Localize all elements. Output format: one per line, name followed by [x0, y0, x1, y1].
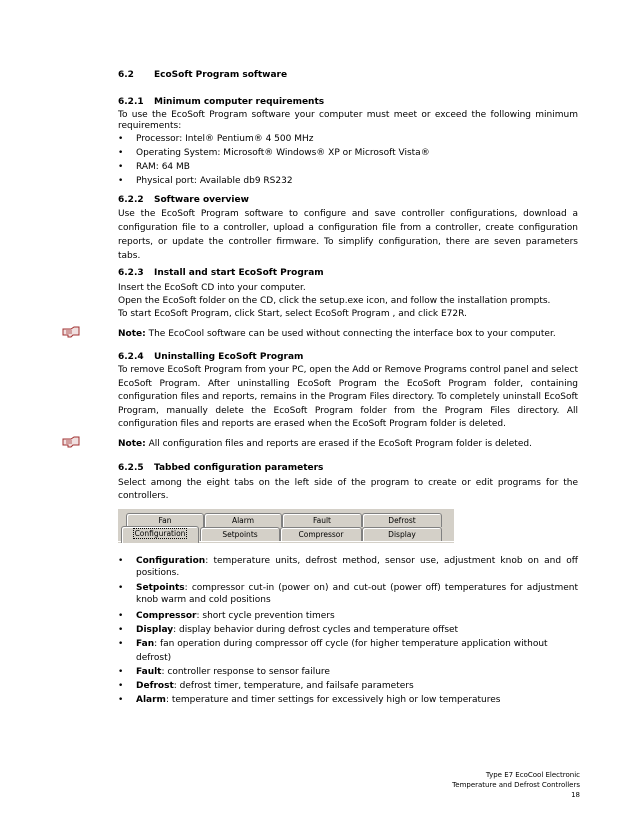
- desc: : defrost timer, temperature, and failsafe parameters: [173, 681, 414, 691]
- tabs-intro: Select among the eight tabs on the left side of the program to create or edit programs for the controllers.: [118, 478, 578, 501]
- install-steps: [118, 282, 588, 321]
- section-6-2-1-heading: [118, 97, 324, 107]
- heading-title: Install and start EcoSoft Program: [154, 268, 324, 278]
- list-item: [118, 609, 578, 623]
- heading-number: 6.2.2: [118, 195, 144, 205]
- section-6-2-5-heading: [118, 463, 323, 473]
- list-item: [118, 637, 578, 665]
- note-uninstall: [118, 437, 588, 451]
- term: Alarm: [136, 695, 166, 705]
- heading-title: Minimum computer requirements: [154, 97, 325, 107]
- list-item: [118, 623, 578, 637]
- term: Defrost: [136, 681, 174, 691]
- pointing-hand-icon: [62, 326, 82, 338]
- list-item: [118, 582, 578, 606]
- tab-display[interactable]: Display: [362, 527, 442, 541]
- note-text: The EcoCool software can be used without connecting the interface box to your computer.: [145, 329, 556, 339]
- heading-title: EcoSoft Program software: [154, 70, 288, 80]
- uninstall-text: To remove EcoSoft Program from your PC, open the Add or Remove Programs control panel and select EcoSoft Program. After uninstalling EcoSoft Program the EcoSoft Program folder, containing configuration files and reports, remains in the Program Files directory. To completely uninstall EcoSoft Program, manually delete the EcoSoft Program folder from the Program Files directory. All configuration files and reports are erased when the EcoSoft Program folder is deleted.: [118, 365, 578, 430]
- heading-number: 6.2.3: [118, 268, 144, 278]
- list-item: • Operating System: Microsoft® Windows® XP or Microsoft Vista®: [118, 146, 578, 160]
- term: Compressor: [136, 611, 197, 621]
- pointing-hand-icon: [62, 436, 82, 448]
- tab-setpoints[interactable]: Setpoints: [200, 527, 280, 541]
- desc: : display behavior during defrost cycles and temperature offset: [173, 625, 459, 635]
- note-text: All configuration files and reports are erased if the EcoSoft Program folder is deleted.: [145, 439, 532, 449]
- list-item: [118, 555, 578, 579]
- footer-line: Type E7 EcoCool Electronic: [485, 771, 580, 779]
- tab-control: [118, 509, 454, 543]
- tab-label: Configuration: [134, 529, 186, 538]
- note-install: [118, 327, 588, 341]
- heading-title: Uninstalling EcoSoft Program: [154, 352, 304, 362]
- list-item: • Processor: Intel® Pentium® 4 500 MHz: [118, 132, 578, 146]
- footer-line: Temperature and Defrost Controllers: [452, 781, 580, 789]
- term: Setpoints: [136, 583, 185, 593]
- note-label: Note:: [118, 439, 146, 449]
- footer: [452, 770, 580, 800]
- heading-number: 6.2.1: [118, 97, 144, 107]
- note-label: Note:: [118, 329, 146, 339]
- page-number: 18: [571, 791, 580, 799]
- desc: : fan operation during compressor off cycle (for higher temperature application without defrost): [136, 639, 548, 663]
- list-item: [118, 679, 578, 693]
- requirements-list: [118, 132, 578, 188]
- list-item: • RAM: 64 MB: [118, 160, 578, 174]
- section-6-2-heading: [118, 70, 287, 80]
- tab-alarm[interactable]: Alarm: [204, 513, 282, 527]
- software-overview-text: Use the EcoSoft Program software to configure and save controller configurations, download a configuration file to a controller, upload a configuration file from a controller, create configuration reports, or update the controller firmware. To simplify configuration, there are seven parameters tabs.: [118, 209, 578, 261]
- tab-fault[interactable]: Fault: [282, 513, 362, 527]
- desc: : temperature and timer settings for excessively high or low temperatures: [165, 695, 501, 705]
- tab-defrost[interactable]: Defrost: [362, 513, 442, 527]
- heading-number: 6.2.4: [118, 352, 144, 362]
- requirements-intro: To use the EcoSoft Program software your computer must meet or exceed the following minimum requirements:: [118, 110, 578, 131]
- desc: : controller response to sensor failure: [161, 667, 330, 677]
- term: Configuration: [136, 556, 206, 566]
- heading-title: Tabbed configuration parameters: [154, 463, 324, 473]
- list-item: [118, 665, 578, 679]
- install-step: Insert the EcoSoft CD into your computer.: [118, 283, 306, 293]
- list-item: • Physical port: Available db9 RS232: [118, 174, 578, 188]
- section-6-2-2-heading: [118, 195, 249, 205]
- desc: : temperature units, defrost method, sensor use, adjustment knob on and off positions.: [136, 556, 578, 578]
- heading-number: 6.2.5: [118, 463, 144, 473]
- term: Display: [136, 625, 174, 635]
- parameters-list: [118, 555, 578, 707]
- list-item: [118, 693, 578, 707]
- section-6-2-3-heading: [118, 268, 324, 278]
- section-6-2-4-heading: [118, 352, 303, 362]
- tab-configuration[interactable]: [121, 526, 199, 543]
- install-step: To start EcoSoft Program, click Start, select EcoSoft Program , and click E72R.: [118, 309, 467, 319]
- heading-title: Software overview: [154, 195, 249, 205]
- desc: : compressor cut-in (power on) and cut-out (power off) temperatures for adjustment knob warm and cold positions: [136, 583, 578, 605]
- desc: : short cycle prevention timers: [196, 611, 335, 621]
- install-step: Open the EcoSoft folder on the CD, click the setup.exe icon, and follow the installation prompts.: [118, 296, 551, 306]
- tab-fan[interactable]: Fan: [126, 513, 204, 527]
- tab-compressor[interactable]: Compressor: [280, 527, 362, 541]
- term: Fault: [136, 667, 162, 677]
- heading-number: 6.2: [118, 70, 134, 80]
- term: Fan: [136, 639, 155, 649]
